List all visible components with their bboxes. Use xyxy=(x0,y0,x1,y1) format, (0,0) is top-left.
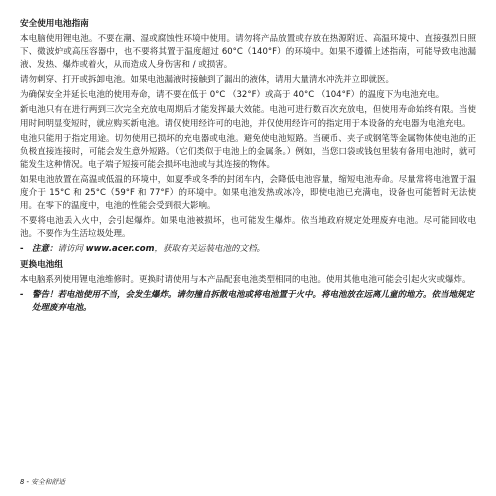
warning-label: 警告！ xyxy=(32,289,58,300)
section-title-replace-battery: 更换电池组 xyxy=(20,259,63,270)
paragraph-4: 新电池只有在进行两到三次完全充放电周期后才能发挥最大效能。电池可进行数百次充放电，但使用寿命始终有限。当使用时间明显变短时，就应购买新电池。请仅使用经许可的电池，并仅使用经许可的指定用于本设备的充电器为电池充电。 xyxy=(20,105,476,129)
paragraph-replace: 本电脑系列使用锂电池维修时。更换时请使用与本产品配套电池类型相同的电池。使用其他电池可能会引起火灾或爆炸。 xyxy=(20,274,471,285)
paragraph-5: 电池只能用于指定用途。切勿使用已损坏的充电器或电池。避免使电池短路。当硬币、夹子或钢笔等金属物体使电池的正负极直接连接时，可能会发生意外短路。（它们类似于电池上的金属条。）例如，当您口袋或钱包里装有备用电池时，就可能发生这种情况。电子端子短接可能会损坏电池或与其连接的物体。 xyxy=(20,133,476,170)
paragraph-1: 本电脑使用锂电池。不要在潮、湿或腐蚀性环境中使用。请勿将产品放置或存放在热源附近、高温环境中、直接强烈日照下、微波炉或高压容器中，也不要将其置于温度超过 60°C（140°F）的环境中。如果不遵循上述指南，可能导致电池漏液、发热、爆炸或着火，从而造成人身伤害和 / 或损害。 xyxy=(20,34,476,71)
paragraph-2: 请勿刺穿、打开或拆卸电池。如果电池漏液时接触到了漏出的液体，请用大量清水冲洗并立即就医。 xyxy=(20,75,395,86)
warning xyxy=(20,289,476,315)
paragraph-3: 为确保安全并延长电池的使用寿命，请不要在低于 0°C （32°F）或高于 40°C （104°F）的温度下为电池充电。 xyxy=(20,90,445,101)
note-label: 注意： xyxy=(32,244,58,255)
warning-body xyxy=(32,289,476,315)
warning-dash: - xyxy=(20,289,24,300)
note-dash: - xyxy=(20,244,24,255)
warning-text: 若电池使用不当，会发生爆炸。请勿撞自拆散电池或将电池置于火中。将电池放在远离儿童的地方。依当地规定处理废弃电池。 xyxy=(32,289,475,313)
note-text-after: ，获取有关运装电池的文档。 xyxy=(154,244,265,255)
paragraph-6: 如果电池放置在高温或低温的环境中，如夏季或冬季的封闭车内，会降低电池容量，缩短电池寿命。尽量常将电池置于温度介于 15°C 和 25°C（59°F 和 77°F）的环境中。如果电池发热或冰冷，即使电池已充满电，设备也可能暂时无法使用。在零下的温度中，电池的性能会受到很大影响。 xyxy=(20,174,476,212)
section-title-battery-safety: 安全使用电池指南 xyxy=(20,19,89,29)
note-link[interactable]: www.acer.com xyxy=(85,244,155,255)
page-footer: 8 - 安全和舒适 xyxy=(20,478,66,486)
note-body xyxy=(32,243,476,256)
paragraph-7: 不要将电池丢入火中，会引起爆炸。如果电池被损坏，也可能发生爆炸。依当地政府规定处理废弃电池。尽可能回收电池。不要作为生活垃圾处理。 xyxy=(20,216,476,240)
note-text-before: 请访问 xyxy=(57,244,86,255)
note xyxy=(20,243,476,256)
